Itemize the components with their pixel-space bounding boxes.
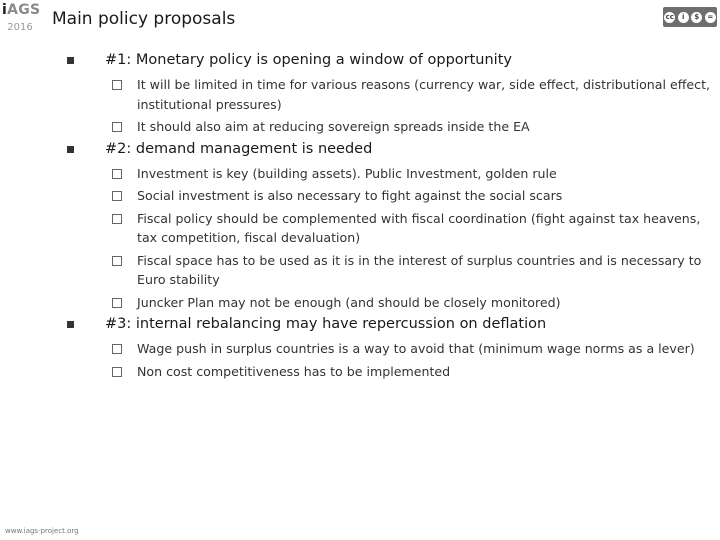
bullet-item: Fiscal policy should be complemented with fiscal coordination (fight against tax heavens, tax competition, fiscal devaluation) <box>62 209 712 248</box>
bullet-item: It will be limited in time for various reasons (currency war, side effect, distributional effect, institutional pressures) <box>62 75 712 114</box>
slide-title: Main policy proposals <box>52 9 236 29</box>
iags-logo <box>2 2 41 34</box>
section-heading: #3: internal rebalancing may have repercussion on deflation <box>62 315 712 334</box>
creative-commons-icon <box>663 7 717 27</box>
bullet-item: Investment is key (building assets). Public Investment, golden rule <box>62 164 712 184</box>
noncommercial-icon: $ <box>691 12 702 23</box>
bullet-item: Non cost competitiveness has to be implemented <box>62 362 712 382</box>
noderivatives-icon: = <box>705 12 716 23</box>
cc-icon: cc <box>665 13 674 21</box>
bullet-item: It should also aim at reducing sovereign spreads inside the EA <box>62 117 712 137</box>
logo-brand: iAGS <box>2 2 41 18</box>
bullet-list <box>62 48 712 384</box>
logo-year: 2016 <box>7 22 33 33</box>
bullet-item: Fiscal space has to be used as it is in the interest of surplus countries and is necessary to Euro stability <box>62 251 712 290</box>
bullet-item: Social investment is also necessary to fight against the social scars <box>62 186 712 206</box>
footer-url: www.iags-project.org <box>5 527 79 535</box>
section-heading: #1: Monetary policy is opening a window of opportunity <box>62 51 712 70</box>
attribution-icon: i <box>678 12 689 23</box>
bullet-item: Juncker Plan may not be enough (and should be closely monitored) <box>62 293 712 313</box>
bullet-item: Wage push in surplus countries is a way to avoid that (minimum wage norms as a lever) <box>62 339 712 359</box>
section-heading: #2: demand management is needed <box>62 140 712 159</box>
